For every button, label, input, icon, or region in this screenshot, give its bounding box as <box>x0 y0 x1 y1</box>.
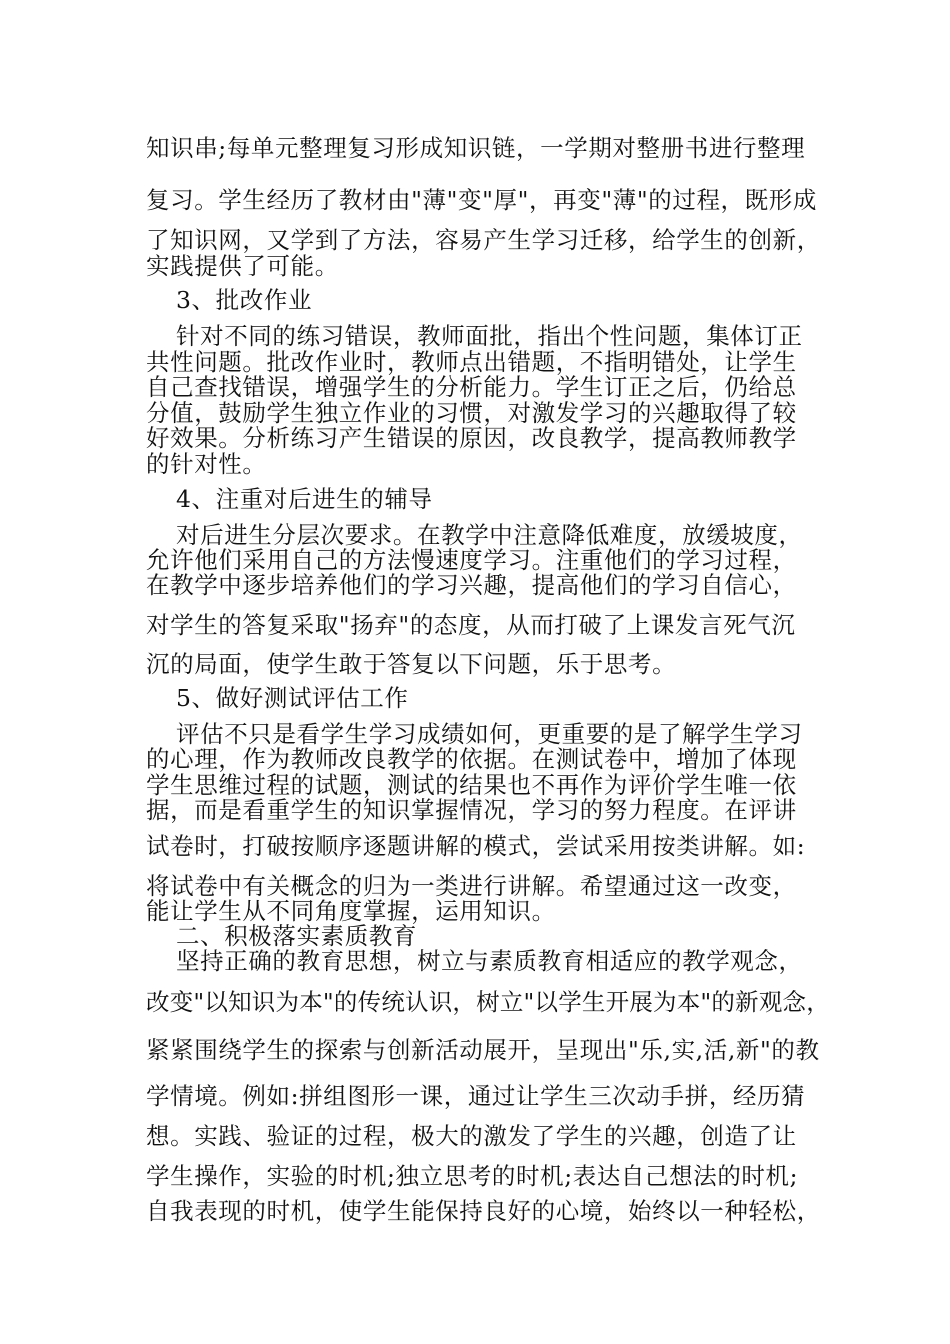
text-line: 将试卷中有关概念的归为一类进行讲解。希望通过这一改变， <box>146 872 797 900</box>
text-line: 据，而是看重学生的知识掌握情况，学习的努力程度。在评讲 <box>146 796 797 824</box>
text-line: 了知识网，又学到了方法，容易产生学习迁移，给学生的创新， <box>146 226 821 254</box>
text-line: 学生操作，实验的时机;独立思考的时机;表达自己想法的时机; <box>146 1162 799 1190</box>
text-line: 自我表现的时机，使学生能保持良好的心境，始终以一种轻松， <box>146 1197 821 1225</box>
text-line: 允许他们采用自己的方法慢速度学习。注重他们的学习过程， <box>146 546 797 574</box>
section-heading: 3、批改作业 <box>176 286 313 314</box>
text-line: 评估不只是看学生学习成绩如何，更重要的是了解学生学习 <box>176 720 803 748</box>
text-line: 想。实践、验证的过程，极大的激发了学生的兴趣，创造了让 <box>146 1122 797 1150</box>
text-line: 学情境。例如:拼组图形一课，通过让学生三次动手拼，经历猜 <box>146 1082 806 1110</box>
text-line: 能让学生从不同角度掌握，运用知识。 <box>146 897 556 925</box>
text-line: 对学生的答复采取"扬弃"的态度，从而打破了上课发言死气沉 <box>146 611 796 639</box>
text-line: 针对不同的练习错误，教师面批，指出个性问题，集体订正 <box>176 322 803 350</box>
text-line: 试卷时，打破按顺序逐题讲解的模式，尝试采用按类讲解。如: <box>146 832 806 860</box>
text-line: 坚持正确的教育思想，树立与素质教育相适应的教学观念， <box>176 947 803 975</box>
text-line: 复习。学生经历了教材由"薄"变"厚"，再变"薄"的过程，既形成 <box>146 186 817 214</box>
section-heading: 5、做好测试评估工作 <box>176 684 409 712</box>
text-line: 实践提供了可能。 <box>146 252 339 280</box>
section-heading: 4、注重对后进生的辅导 <box>176 485 433 513</box>
text-line: 好效果。分析练习产生错误的原因，改良教学，提高教师教学 <box>146 424 797 452</box>
text-line: 在教学中逐步培养他们的学习兴趣，提高他们的学习自信心， <box>146 571 797 599</box>
text-line: 的针对性。 <box>146 450 267 478</box>
text-line: 的心理，作为教师改良教学的依据。在测试卷中，增加了体现 <box>146 745 797 773</box>
text-line: 自己查找错误，增强学生的分析能力。学生订正之后，仍给总 <box>146 373 797 401</box>
text-line: 知识串;每单元整理复习形成知识链，一学期对整册书进行整理 <box>146 134 806 162</box>
text-line: 学生思维过程的试题，测试的结果也不再作为评价学生唯一依 <box>146 771 797 799</box>
text-line: 共性问题。批改作业时，教师点出错题，不指明错处，让学生 <box>146 348 797 376</box>
text-line: 对后进生分层次要求。在教学中注意降低难度，放缓坡度， <box>176 521 803 549</box>
text-line: 紧紧围绕学生的探索与创新活动展开，呈现出"乐,实,活,新"的教 <box>146 1036 820 1064</box>
text-line: 分值，鼓励学生独立作业的习惯，对激发学习的兴趣取得了较 <box>146 399 797 427</box>
text-line: 沉的局面，使学生敢于答复以下问题，乐于思考。 <box>146 650 677 678</box>
text-line: 改变"以知识为本"的传统认识，树立"以学生开展为本"的新观念， <box>146 988 830 1016</box>
section-heading: 二、积极落实素质教育 <box>176 922 417 950</box>
